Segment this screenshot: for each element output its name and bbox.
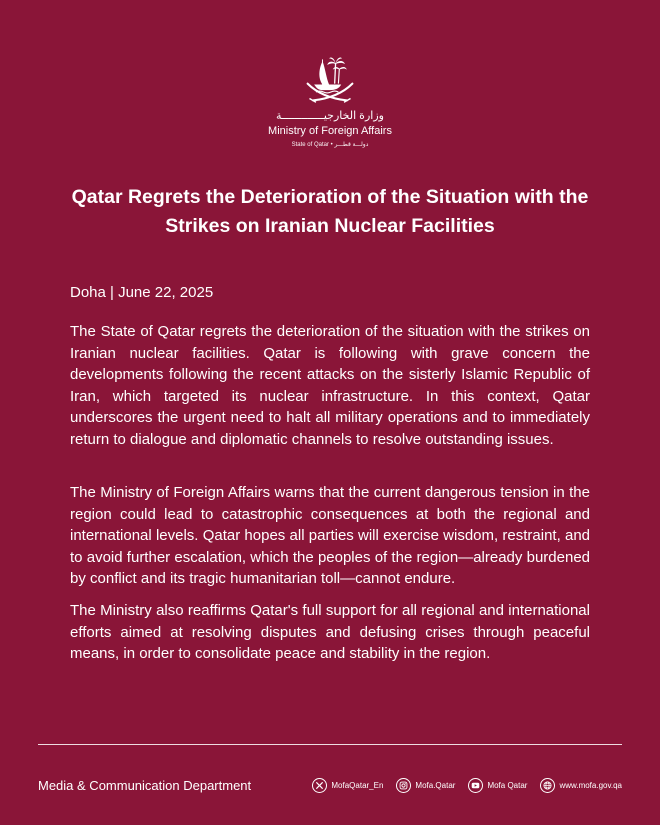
social-link-instagram[interactable] (396, 778, 455, 793)
globe-icon (540, 778, 555, 793)
social-links (312, 778, 622, 793)
website-url: www.mofa.gov.qa (559, 780, 622, 790)
qatar-emblem-icon (302, 50, 358, 106)
department-name: Media & Communication Department (38, 777, 252, 793)
state-name-english: State of Qatar (291, 142, 329, 148)
ministry-name-english: Ministry of Foreign Affairs (268, 125, 392, 137)
statement-paragraph: The Ministry also reaffirms Qatar's full support for all regional and international efforts aimed at resolving disputes and defusing crises through peaceful means, in order to consolidate peace and stability in the region. (70, 602, 590, 662)
dateline: Doha | June 22, 2025 (70, 284, 214, 301)
social-link-x[interactable] (312, 778, 383, 793)
footer (38, 773, 622, 797)
youtube-icon (468, 778, 483, 793)
social-handle: Mofa Qatar (487, 780, 528, 790)
x-icon (312, 778, 327, 793)
statement-headline: Qatar Regrets the Deterioration of the Situation with the Strikes on Iranian Nuclear Facilities (71, 186, 589, 237)
ministry-name-arabic: وزارة الخارجيـــــــــــــة (276, 110, 384, 122)
statement-paragraph: The Ministry of Foreign Affairs warns that the current dangerous tension in the region could lead to catastrophic consequences at both the regional and international levels. Qatar hopes all parties will exercise wisdom, restraint, and to avoid further escalation, which the peoples of the region—already burdened by conflict and its tragic humanitarian toll—cannot endure. (70, 484, 590, 587)
state-name-arabic: دولـــة قطـــر (334, 142, 369, 148)
statement-paragraph: The State of Qatar regrets the deterioration of the situation with the strikes on Iranian nuclear facilities. Qatar is following with grave concern the developments following the recent attacks on the sisterly Islamic Republic of Iran, which targeted its nuclear infrastructure. In this context, Qatar underscores the urgent need to halt all military operations and to immediately return to dialogue and diplomatic channels to resolve outstanding issues. (70, 323, 590, 448)
social-link-youtube[interactable] (468, 778, 527, 793)
social-handle: Mofa.Qatar (415, 780, 456, 790)
social-link-website[interactable] (540, 778, 622, 793)
state-line (292, 141, 369, 150)
instagram-icon (396, 778, 411, 793)
ministry-header (0, 50, 660, 150)
footer-divider (38, 744, 622, 745)
social-handle: MofaQatar_En (331, 780, 384, 790)
separator-dot: • (330, 142, 333, 148)
